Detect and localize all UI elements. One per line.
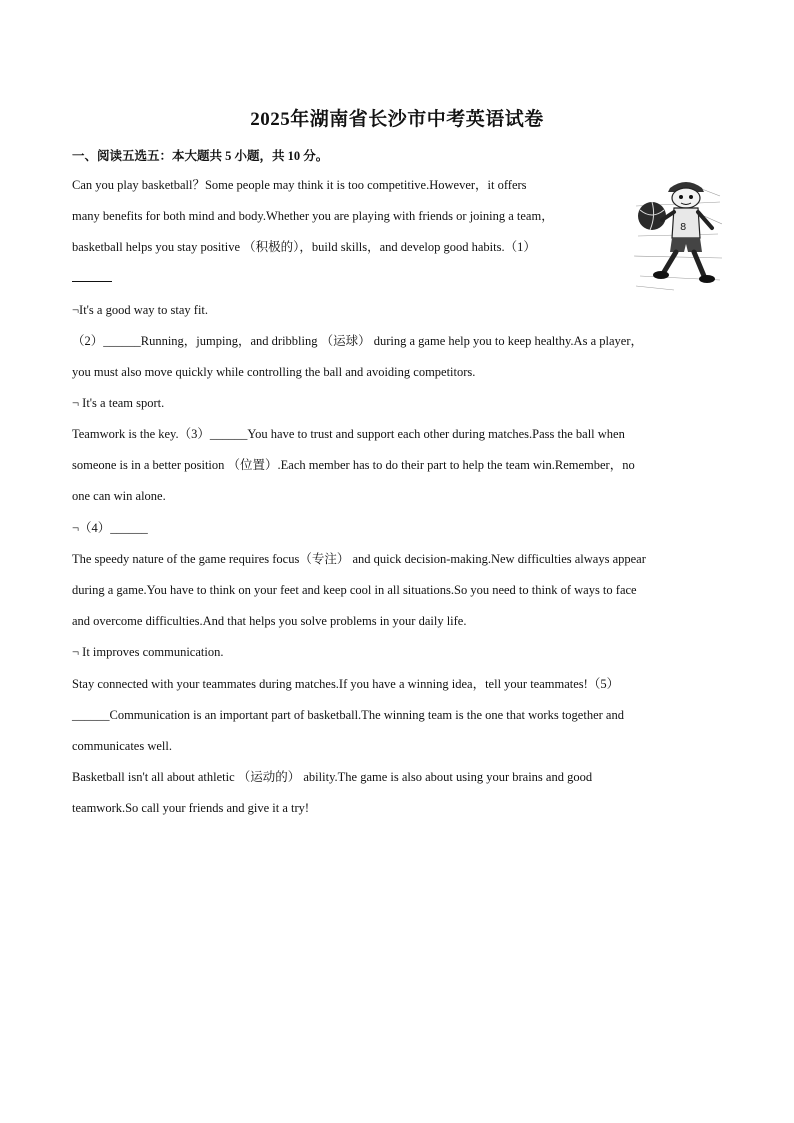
passage-line: during a game.You have to think on your feet and keep cool in all situations.So you need to think of ways to face	[72, 583, 637, 597]
passage-line: Basketball isn't all about athletic （运动的） ability.The game is also about using your brains and good	[72, 770, 593, 784]
blank-line	[72, 270, 112, 282]
passage-line: ¬ It's a team sport.	[72, 396, 165, 410]
passage-line: you must also move quickly while controlling the ball and avoiding competitors.	[72, 365, 476, 379]
section-heading: 一、阅读五选五：本大题共 5 小题，共 10 分。	[72, 149, 329, 163]
passage-line: The speedy nature of the game requires focus（专注） and quick decision-making.New difficulties always appear	[72, 552, 646, 566]
passage-line: ¬（4）______	[72, 521, 148, 535]
svg-text:8: 8	[680, 222, 687, 233]
passage-line: many benefits for both mind and body.Whether you are playing with friends or joining a team，	[72, 209, 554, 223]
passage-line: （2）______Running，jumping，and dribbling （运球） during a game help you to keep healthy.As a player，	[72, 334, 643, 348]
passage-line: Stay connected with your teammates during matches.If you have a winning idea，tell your teammates!（5）	[72, 677, 620, 691]
passage-line: basketball helps you stay positive （积极的），build skills，and develop good habits.（1）	[72, 240, 536, 254]
answer-blank-1	[72, 270, 112, 286]
page-title: 2025年湖南省长沙市中考英语试卷	[250, 109, 544, 130]
passage-line: Can you play basketball？Some people may think it is too competitive.However，it offers	[72, 178, 527, 192]
passage-line: and overcome difficulties.And that helps you solve problems in your daily life.	[72, 614, 467, 628]
passage-line: communicates well.	[72, 739, 172, 753]
passage-line: ¬It's a good way to stay fit.	[72, 303, 209, 317]
passage-line: one can win alone.	[72, 489, 166, 503]
basketball-player-illustration	[634, 176, 722, 294]
passage-line: teamwork.So call your friends and give it a try!	[72, 801, 310, 815]
passage-line: Teamwork is the key.（3）______You have to trust and support each other during matches.Pass the ball when	[72, 427, 625, 441]
passage-line: ______Communication is an important part of basketball.The winning team is the one that works together and	[72, 708, 624, 722]
passage-line: ¬ It improves communication.	[72, 645, 224, 659]
passage-line: someone is in a better position （位置）.Each member has to do their part to help the team win.Remember，no	[72, 458, 635, 472]
